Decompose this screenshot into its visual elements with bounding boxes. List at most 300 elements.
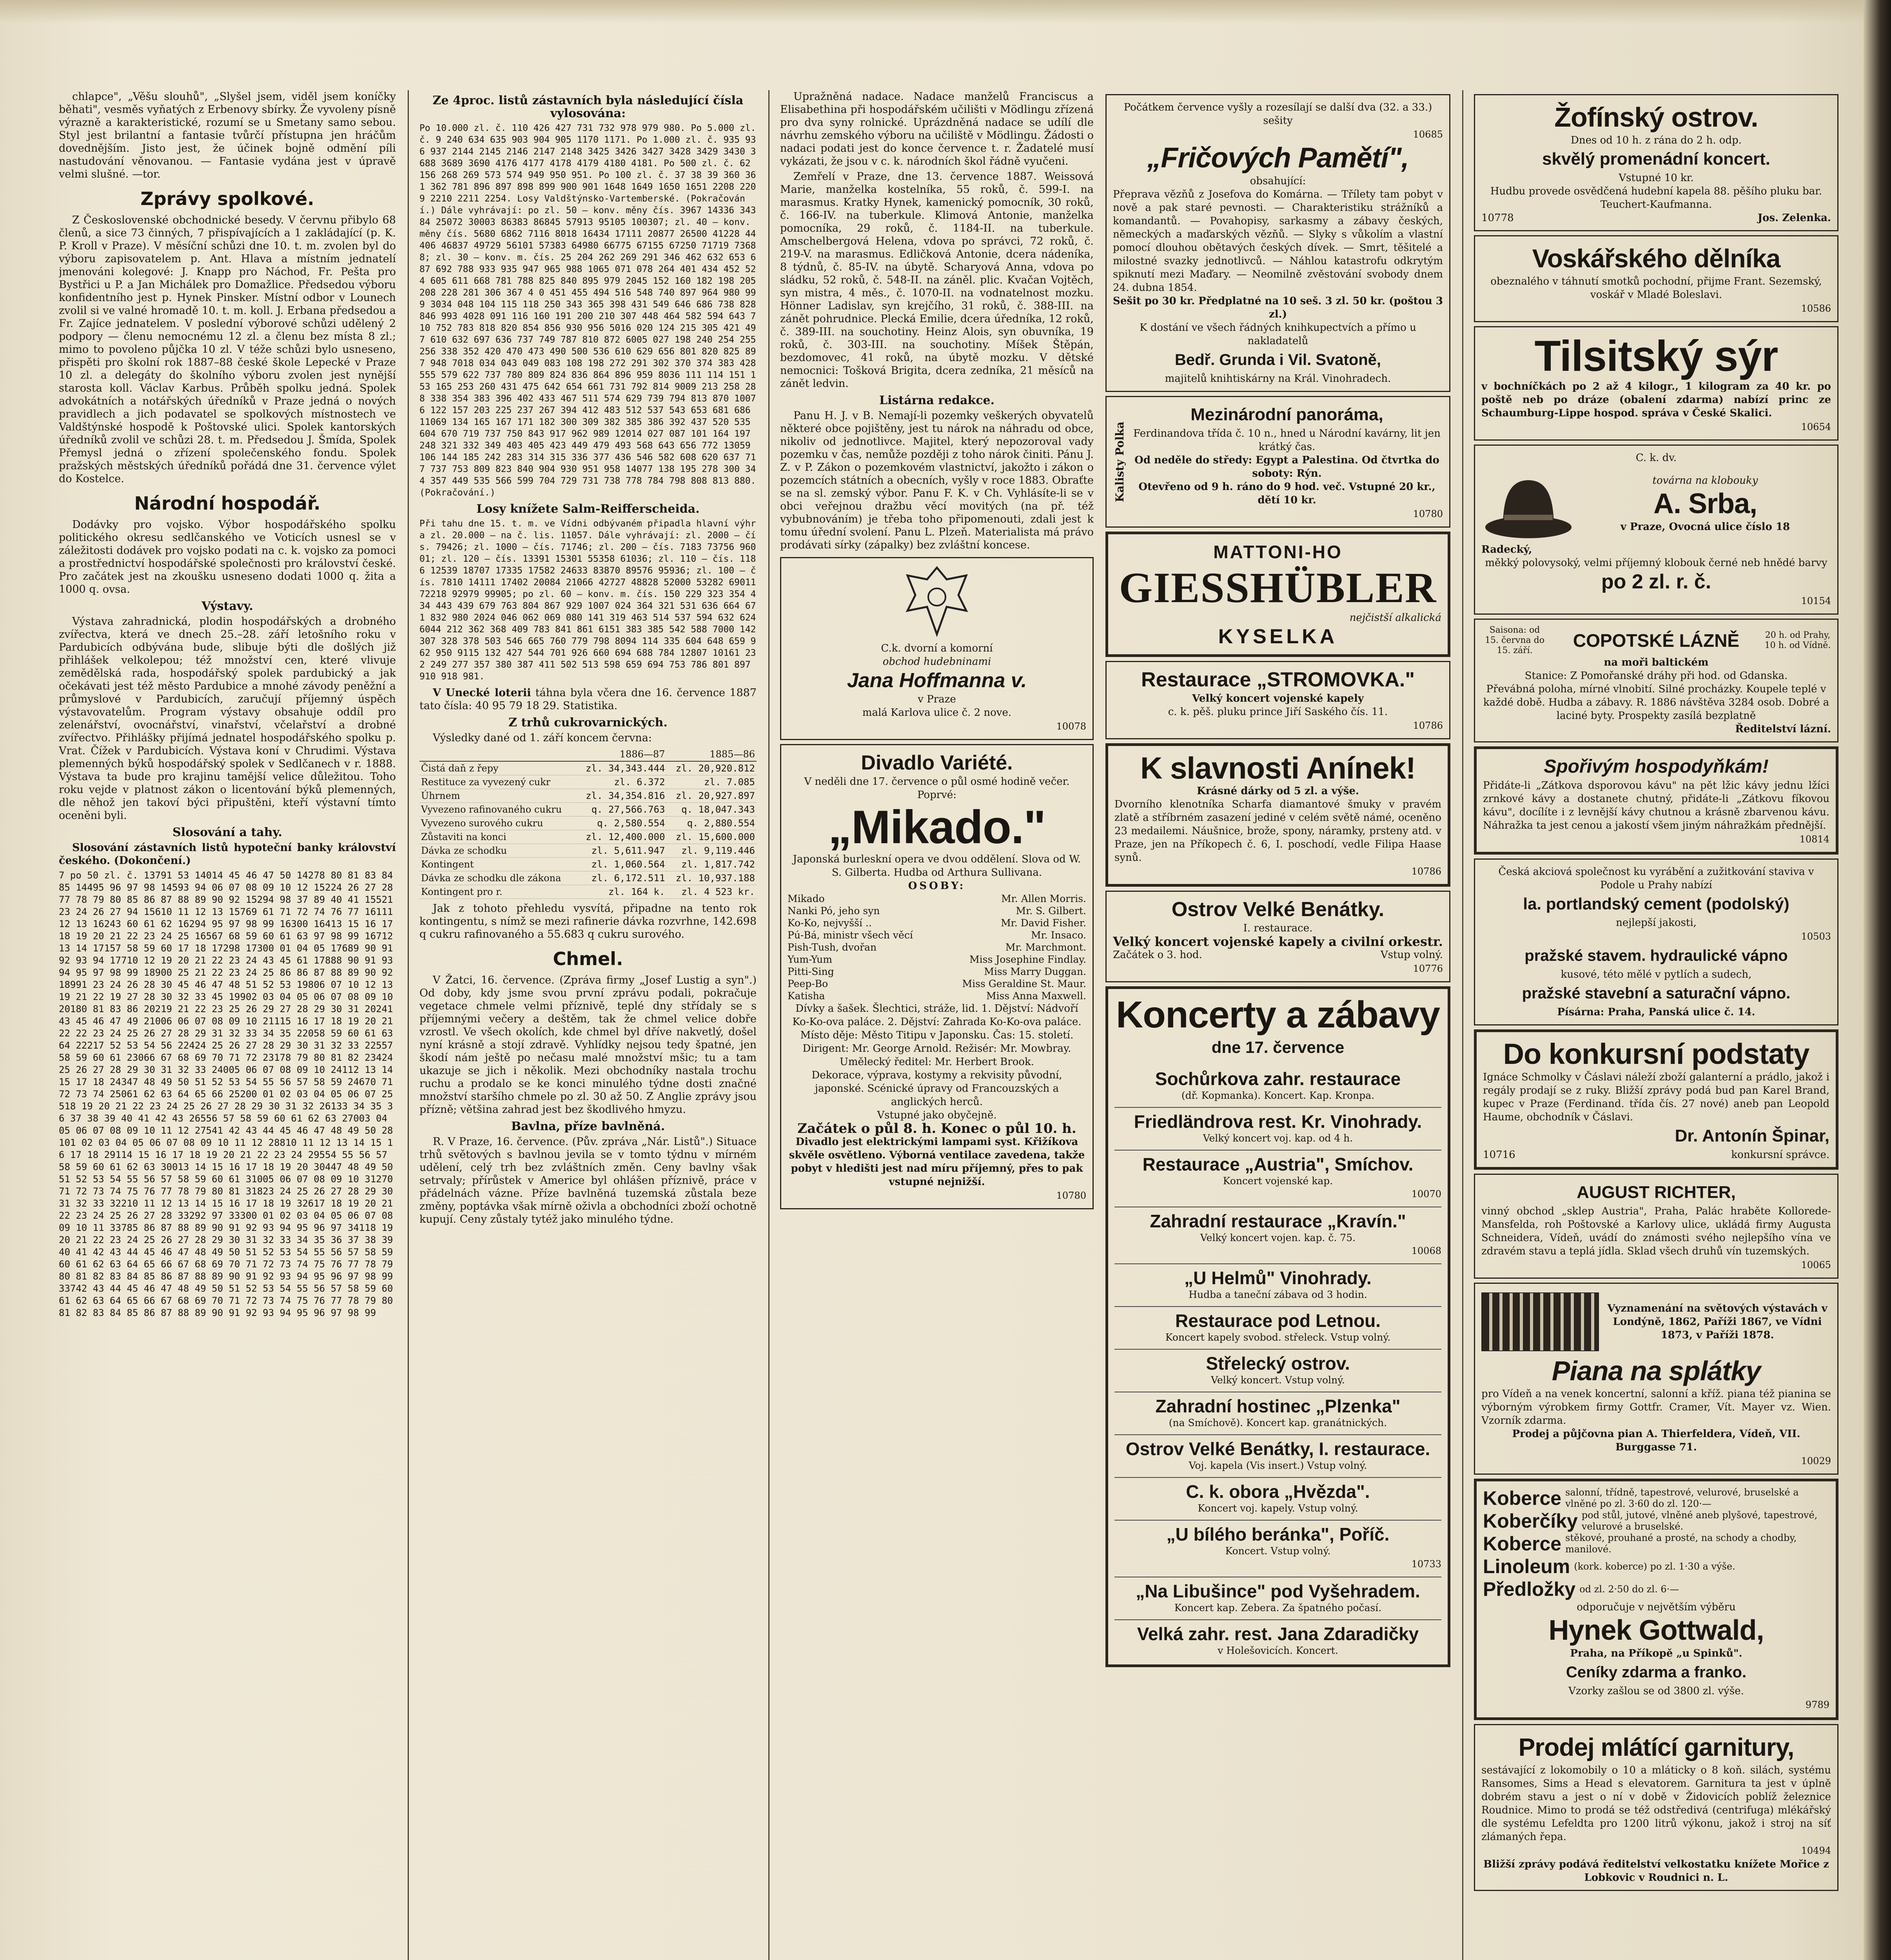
ad-code: 10716 [1483,1149,1515,1161]
sporivym-ad [1474,746,1838,855]
venue-name: „Na Libušince" pod Vyšehradem. [1114,1577,1441,1602]
article-chmel: V Žatci, 16. července. (Zpráva firmy „Josef Lustig a syn".) Od doby, kdy jsme svou první zprávu podali, pokračuje vegetace chmele velmi příznivě, teplé dny střídaly se s příjemnými večery a deštěm, tak že chmel velice dobře vzrostl. Ve všech okolích, kde chmel byl dříve nakvetlý, došel nyní krásně a stojí zdravě. Vyhlídky nejsou tedy špatné, jen škodí nám ještě po nečasu malé množství mšic; tu a tam ukazuje se jich i několik. Mezi obchodníky nastala trochu ruchu a prodalo se ke konci minulého týdne dosti značné množství staršího chmele po zl. 30 až 50. Z Anglie zprávy jsou přízně; většina zahrad jest bez škodlivého hmyzu. [419,974,757,1116]
koncerty-date: dne 17. července [1211,1038,1345,1056]
cast-actor: Mr. David Fisher. [1001,917,1086,929]
page-top-edge [0,0,1891,24]
table-cell: zl. 12,400.000 [577,830,667,844]
table-cell: zl. 7.085 [666,775,757,789]
table-cell: q. 2,580.554 [577,817,667,830]
mattoni-brand: GIESSHÜBLER [1119,564,1437,612]
anninek-sub: Krásné dárky od 5 zl. a výše. [1197,785,1359,797]
mattoni-ad [1105,532,1450,657]
table-row [419,775,757,789]
ad-code: 10776 [1413,963,1443,974]
ad-code: 10685 [1413,129,1443,140]
table-cell: zl. 34,343.444 [577,761,667,775]
garnitura-title: Prodej mlátící garnitury, [1518,1733,1794,1761]
lazne-left: Saisona: od 15. června do 15. září. [1485,625,1544,655]
zofin-footer [1481,211,1831,225]
cast-role: Pish-Tush, dvořan [788,942,877,953]
benatky-footer [1113,948,1443,962]
venue-note: (na Smíchově). Koncert kap. granátnických. [1169,1417,1387,1428]
piana-foot: Prodej a půjčovna pian A. Thierfeldera, Vídeň, VII. Burggasse 71. [1512,1428,1800,1453]
cast-role: Yum-Yum [788,954,832,965]
garnitura-ad [1474,1724,1838,1891]
mikado-foot: Divadlo jest elektrickými lampami syst. Křižíkova skvěle osvětleno. Výborná ventilace zavedena, takže pobyt v hledišti jest nad míru příjemný, přes to pak vstupné nejnižší. [789,1136,1085,1188]
piana-header [1481,1289,1831,1354]
article-nadace: Upražněná nadace. Nadace manželů Franciscus a Elisabethina při hospodářském učilišti v Mödlingu zřízená pro dva syny rolnické. Uprázdněná nadace se udílí dle návrhu zemského výboru na učiliště v Mödlingu. Žádosti o nadaci podati jest do konce července t. r. Žadatelé musí vykázati, že jsou v c. k. národních škol řádně vyučeni. [780,91,1094,167]
table-cell: Dávka ze schodku dle zákona [419,871,577,885]
lazne-right: 20 h. od Prahy, 10 h. od Vídně. [1764,630,1831,650]
srba-addr: v Praze, Ovocná ulice číslo 18 [1620,521,1790,533]
lottery-list-2: Při tahu dne 15. t. m. ve Vídni odbývaném připadla hlavní výhra zl. 20.000 — na č. lis. 11057. Dále vyhrávají: zl. 2000 — čís. 79426; zl. 1000 — čís. 71746; zl. 200 — čís. 7183 73756 96001; zl. 120 — čís. 13391 15301 55358 61036; zl. 110 — čís. 1186 12539 18707 17335 17582 24633 83870 89576 95936; zl. 100 — čís. 7810 14111 17402 20084 21066 42727 48828 52000 53282 69011 72218 92979 99905; po zl. 60 — konv. m. čís. 150 229 323 354 434 443 439 679 763 804 867 929 1007 024 364 321 531 636 664 671 832 980 2024 046 062 069 080 141 319 463 514 537 594 632 624 6044 212 362 368 409 783 841 861 6151 383 385 542 588 7000 142 307 328 378 503 546 665 760 779 798 8094 114 335 604 648 659 962 950 9115 132 427 544 701 926 660 694 688 784 12807 10161 232 249 277 357 380 387 411 502 513 598 659 694 753 786 801 897 910 918 981. [419,519,756,682]
mattoni-small: nejčistší alkalická [1349,612,1441,624]
column-5 [1474,90,1838,1960]
column-3 [780,90,1094,1960]
lazne-header [1481,625,1831,656]
srba-name: A. Srba, [1653,488,1757,519]
venue-name: „U bílého beránka", Poříč. [1114,1520,1441,1545]
cast-actor: Miss Marry Duggan. [984,966,1086,977]
cement-line4: pražské stavební a saturační vápno. [1522,985,1791,1002]
lottery-head-3-title: V Unecké loterii [433,687,531,699]
konkurs-sign: Dr. Antonín Špinar, [1675,1126,1829,1145]
piana-ad [1474,1283,1838,1475]
lazne-station: Stanice: Z Pomořanské dráhy při hod. od Gdanska. [1524,670,1788,682]
table-cell: Vyvezeno surového cukru [419,817,577,830]
carpet-kind: Předložky [1483,1578,1576,1600]
page-binding-edge [1864,0,1891,1960]
zofin-line3: Vstupné 10 kr. [1619,172,1694,184]
voskar-ad [1474,235,1838,322]
carpet-desc: stěkové, prouhané a prosté, na schody a chodby, manilové. [1565,1532,1797,1555]
mikado-genre: Japonská burleskní opera ve dvou oddělení. Slova od W. S. Gilberta. Hudba od Arthura Sullivana. [793,853,1081,878]
fric-avail: K dostání ve všech řádných knihkupectvích a přímo u nakladatelů [1140,322,1416,347]
srba-top: C. k. dv. [1635,452,1677,464]
ad-code: 10494 [1801,1845,1831,1856]
tilsit-ad [1474,326,1838,441]
cast-role: Katisha [788,990,825,1002]
mattoni-sub: KYSELKA [1218,625,1338,648]
venue-name: Sochůrkova zahr. restaurace [1155,1069,1401,1089]
cement-ad [1474,858,1838,1025]
ad-code: 10814 [1799,834,1829,845]
section-title-slosovani: Slosování a tahy. [172,826,282,839]
benatky-entry: Vstup volný. [1380,949,1443,961]
article-hospodar: Dodávky pro vojsko. Výbor hospodářského spolku politického okresu sedlčanského ve Voticích usnesl se v záležitosti dodávek pro vojsko podati na c. k. vojsko za pomoci a prostřednictví hospodářské společnosti pro království české. Pro začátek jest na zkoušku usneseno dodati 1000 q. žita a 1000 q. ovsa. [59,519,396,595]
article-bavlna: R. V Praze, 16. července. (Pův. zpráva „Nár. Listů".) Situace trhů světových s bavlnou jevila se v tomto týdnu v mírném udělení, celý trh bez zvláštních změn. Ceny bavlny však setrvaly; přírůstek v Americe byl ohlášen příznivě, práce v přádelnách vázne. Příze bavlněná tuzemská zůstala beze změny, poptávka však mírně oživla a obchodníci zboží ochotně kupují. Ceny zůstaly tytéž jako minulého týdne. [419,1136,757,1225]
sugar-stats-table [419,748,757,899]
table-row [419,789,757,803]
table-row [419,871,757,885]
panorama-ad [1105,396,1450,528]
ad-code: 9789 [1805,1699,1829,1710]
cement-big: la. portlandský cement (podolský) [1523,895,1789,913]
lottery-text-3: táhna byla včera dne 16. července 1887 tato čísla: 40 95 79 18 29. Statistika. [419,687,757,712]
cast-actor: Mr. Insaco. [1031,929,1086,941]
article-vystavy: Výstava zahradnická, plodin hospodářských a drobného zvířectva, která ve dnech 25.–28. září letošního roku v Pardubicích odbývána bude, slibuje býti dle došlých již přihlášek velkolepou; též množství cen, které vlivuje zemědělská rada, hospodářský spolek pardubický a jak očekávati jest též město Pardubice a mnohé závody peněžní a průmyslové v Pardubicích, zaručují příjemný úspěch výstavovatelům. Program výstavy obsahuje oddíl pro zelenářství, ovocnářství, vinařství, včelařství a drobné zvířectvo. Přihlášky přijímá jednatel hospodářského spolku p. Vrat. Čížek v Pardubicích. Výstava koní v Chrudimi. Výstava plemenných býků hospodářský spolek v Sedlčanech v r. 1888. Výstava ta bude pro krajinu tamější velice důležitou. Toho roku vejde v platnost zákon o licentování býků plemenných, dle něhož jen takoví býci připuštěni, kteří výstavní tímto oceněni byli. [59,615,396,822]
gottwald-addr: Praha, na Příkopě „u Spinků". [1570,1648,1742,1659]
ad-code: 10654 [1801,421,1831,432]
venue-name: Zahradní restaurace „Kravín." [1114,1207,1441,1232]
lottery-numbers: 7 po 50 zl. č. 13791 53 14014 45 46 47 50 14278 80 81 83 84 85 14495 96 97 98 14593 94 06 07 08 09 10 12 15224 26 27 28 77 78 79 80 85 86 87 88 89 90 92 15294 98 37 89 40 41 15521 23 24 26 27 94 15610 11 12 13 15769 61 71 72 74 76 77 16111 12 13 16243 60 61 62 16294 95 97 98 99 16300 16413 15 16 17 18 19 20 21 22 23 24 25 16567 68 59 60 61 63 97 98 99 16712 13 14 17157 58 59 60 17 18 17298 17300 01 04 05 17689 90 91 92 93 94 17710 12 19 20 21 22 23 24 43 45 61 17888 90 91 93 94 95 97 98 99 18900 25 21 22 23 24 25 86 86 87 88 89 90 92 18991 23 24 26 28 30 45 46 47 48 51 52 53 19806 07 10 12 13 19 21 22 19 27 28 30 32 33 45 19902 03 04 05 06 07 08 09 10 20180 81 83 86 20219 21 22 23 25 26 29 27 28 29 30 31 20241 43 45 46 47 49 21006 06 07 08 09 10 21115 16 17 18 19 20 21 22 22 23 24 25 26 27 28 29 31 32 33 34 35 22058 59 60 61 63 64 22217 52 53 54 56 22424 25 26 27 28 29 30 31 32 33 22557 58 59 60 61 23066 67 68 69 70 71 72 23178 79 80 81 82 23424 25 26 27 28 29 30 31 32 33 24005 06 07 08 09 10 24112 13 14 15 17 18 24347 48 49 50 51 52 53 54 55 56 57 58 59 24670 71 72 73 74 25061 62 63 64 65 66 25200 01 02 03 04 05 06 07 25518 19 20 21 22 23 24 25 26 27 28 29 30 31 32 26133 34 35 36 37 38 39 40 41 42 43 26556 57 58 59 60 61 62 63 27003 04 05 06 07 08 09 10 11 12 27541 42 43 44 45 46 47 48 49 50 28101 02 03 04 05 06 07 08 09 10 11 12 28810 11 12 13 14 15 16 17 18 29114 15 16 17 18 19 20 21 22 23 24 29554 55 56 57 58 59 60 61 62 63 30013 14 15 16 17 18 19 20 30447 48 49 50 51 52 53 54 55 56 57 58 59 60 61 31005 06 07 08 09 10 31270 71 72 73 74 75 76 77 78 79 80 81 31823 24 25 26 27 28 29 30 31 32 33 32210 11 12 13 14 15 16 17 18 19 32617 18 19 20 21 22 23 24 25 26 27 28 33292 97 33300 01 02 03 04 05 06 07 08 09 10 11 33785 86 87 88 89 90 91 92 93 94 95 96 97 34118 19 20 21 22 23 24 25 26 27 28 29 30 31 32 33 34 35 36 37 38 39 40 41 42 43 44 45 46 47 48 49 50 51 52 53 54 55 56 57 58 59 60 61 62 63 64 65 66 67 68 69 70 71 72 73 74 75 76 77 78 79 80 81 82 83 84 85 86 87 88 89 90 91 92 93 94 95 96 97 98 99 33742 43 44 45 46 47 48 49 50 51 52 53 54 55 56 57 58 59 60 61 62 63 64 65 66 67 68 69 70 71 72 73 74 75 76 77 78 79 80 81 82 83 84 85 86 87 88 89 90 91 92 93 94 95 96 97 98 99 [59,870,393,1318]
table-row [419,803,757,817]
mikado-theatre: Divadlo Variété. [861,751,1013,774]
lazne-sub: na moři baltickém [1604,657,1709,668]
carpet-row [1483,1555,1829,1578]
table-cell: zl. 6,172.511 [577,871,667,885]
venue-note: Koncert kapely svobod. střeleck. Vstup volný. [1165,1332,1391,1343]
column-1 [59,90,396,1960]
cast-actor: Miss Josephine Findlay. [969,954,1086,965]
carpet-desc: (kork. koberce) po zl. 1·30 a výše. [1574,1561,1735,1572]
richter-title: AUGUST RICHTER, [1577,1183,1736,1202]
hoffmann-name: Jana Hoffmanna v. [847,669,1027,692]
panorama-addr: Ferdinandova třída č. 10 n., hned u Národní kavárny, lit jen krátký čas. [1133,428,1441,453]
benatky-ad [1105,891,1450,982]
srba-ad [1474,445,1838,615]
mikado-intro: V neděli dne 17. července o půl osmé hodině večer. [804,776,1070,788]
table-cell: Úhrnem [419,789,577,803]
lazne-title: COPOTSKÉ LÁZNĚ [1573,630,1740,651]
venue-note: Koncert. Vstup volný. [1225,1545,1331,1557]
cement-line2: pražské stavem. hydraulické vápno [1524,947,1788,964]
konkurs-sign-sub: konkursní správce. [1731,1149,1829,1161]
cast-actor: Mr. S. Gilbert. [1016,905,1086,916]
carpet-desc: pod stůl, jutové, vlněné aneb plyšové, tapestrové, velurové a bruselské. [1581,1510,1818,1532]
table-cell: q. 27,566.763 [577,803,667,817]
table-cell: zl. 34,354.816 [577,789,667,803]
table-row [419,830,757,844]
hoffmann-ad [780,557,1094,740]
mikado-acts: Dívky a šašek. Šlechtici, stráže, lid. 1. Dějství: Nádvoří Ko-Ko-ova paláce. 2. Dějství: Zahrada Ko-Ko-ova paláce. Místo děje: Město Titipu v Japonsku. Čas: 15. století. Dirigent: Mr. George Arnold. Režisér: Mr. Mowbray. [792,1003,1082,1054]
carpet-kind: Linoleum [1483,1555,1570,1577]
voskar-body: obeznalého v táhnutí smotků pochodní, přijme Frant. Sezemský, voskář v Mladé Boleslavi. [1490,276,1822,301]
venue-name: „U Helmů" Vinohrady. [1114,1263,1441,1289]
table-row [419,817,757,830]
article-slosovani-head: Slosování zástavních listů hypoteční banky království českého. (Dokončení.) [59,842,396,867]
lottery-head-2: Losy knížete Salm-Reifferscheida. [476,502,700,516]
section-title-spolkove: Zprávy spolkové. [140,188,314,209]
article-spolkove: Z Československé obchodnické besedy. V červnu přibylo 68 členů, a sice 73 činných, 7 přispívajících a 1 zakládající (p. K. P. Kroll v Praze). V měsíční schůzi dne 10. t. m. zvolen byl do výboru zapisovatelem p. Ant. Hlava a místním jednatelí jmenováni kolegové: J. Knapp pro Náchod, Fr. Pešta pro Bystřici u P. a Jan Michálek pro Domažlice. Předsedou výboru konfidentního jest p. Hynek Pinsker. Místní odbor v Lounech zvolil si ve valné hromadě 10. t. m. koll. J. Erbana předsedou a Fr. Zajíce jednatelem. V poslední výborové schůzi udělený 2 podpory — členu nemocnému 12 zl. a členu bez místa 8 zl.; mimo to povoleno půjčka 10 zl. V téže schůzi bylo usneseno, přispěti pro školní rok 1887–88 české škole Lepecké v Praze 10 zl. a delegáty do školního výboru zvolen jest nynější starosta koll. Václav Karbus. Průběh spolku jedná. Spolek advokátních a notářských úředníků v Praze jedná o nových pravidlech a jich podavatel se spolkových místnostech ve Valdštýnské hospodě k Poštovské ulici. Spolek kantorských úředníků zvolil ve schůzi 28. t. m. Předsedou J. Šmída, Spolek Přemysl jedná o zřízení společenského fondu. Spolek pražských městských úředníků pořádá dne 31. července výlet do Kostelce. [59,214,396,485]
cast-row [788,990,1086,1002]
mikado-seats: Vstupné jako obyčejně. [877,1109,997,1121]
zofin-title: Žofínský ostrov. [1554,102,1758,132]
tilsit-title: Tilsitský sýr [1534,332,1778,380]
stromovka-line2: c. k. pěš. pluku prince Jiří Saského čís. 11. [1168,706,1388,718]
panorama-hours: Otevřeno od 9 h. ráno do 9 hod. več. Vstupné 20 kr., dětí 10 kr. [1138,481,1435,506]
carpet-kind: Koberčíky [1483,1510,1578,1532]
table-cell: Kontingent pro r. [419,885,577,899]
column-2 [419,90,757,1960]
table-cell: zl. 6.372 [577,775,667,789]
hoffmann-line2: obchod hudebninami [882,656,991,668]
voskar-title: Voskářského dělníka [1532,244,1780,273]
benatky-line1: I. restaurace. [1243,922,1313,934]
table-cell: Čistá daň z řepy [419,761,577,775]
fric-title: „Fričových Pamětí", [1147,142,1409,174]
ad-code: 10733 [1411,1559,1441,1570]
panorama-title: Mezinárodní panoráma, [1190,405,1383,424]
panorama-side: Kalisty Polka [1113,421,1126,502]
garnitura-body: sestávající z lokomobily o 10 a mláticky o 8 koň. silách, systému Ransomes, Sims a Head s elevatorem. Garnitura ta jest v úplně dobrém stavu a jest o ní v době v Židovicích poblíž železnice Roudnice. Mimo to prodá se též odstředivá (centrifuga) mlékářský dle systému Lefeldta pro 1200 litrů výkonu, jakož i stroj na síť zlámaných řepa. [1481,1764,1831,1843]
lottery-head: Ze 4proc. listů zástavních byla následující čísla vylosována: [432,94,744,120]
lazne-sign: Ředitelství lázní. [1735,723,1831,735]
stromovka-title: Restaurace „STROMOVKA." [1141,668,1415,691]
ad-code: 10780 [1056,1190,1086,1201]
venue-note: Koncert vojenské kap. [1223,1175,1333,1187]
table-row [419,844,757,858]
venue-name: Střelecký ostrov. [1114,1349,1441,1374]
zofin-line2: skvělý promenádní koncert. [1542,149,1770,169]
cement-intro: Česká akciová společnost ku vyrábění a zužitkování staviva v Podole u Prahy nabízí [1498,866,1814,891]
ad-code: 10780 [1413,508,1443,519]
venue-note: Koncert voj. kapely. Vstup volný. [1198,1503,1358,1514]
zofin-sign: Jos. Zelenka. [1757,212,1831,224]
garnitura-foot: Bližší zprávy podává ředitelství velkostatku knížete Mořice z Lobkovic v Roudnici n. L. [1483,1858,1829,1884]
table-header-cell: 1886—87 [577,748,667,761]
konkurs-title: Do konkursní podstaty [1503,1038,1809,1070]
cast-row [788,941,1086,953]
stats-note: Jak z tohoto přehledu vysvítá, připadne na tento rok kontingentu, s nímž se mezi rafinerie dávka rozvrhne, 142.698 q cukru rafinovaného a 55.683 q cukru surového. [419,902,757,940]
carpet-desc: od zl. 2·50 do zl. 6·— [1579,1583,1679,1595]
piana-body: pro Vídeň a na venek koncertní, salonní a kříž. piana též pianina se výborným výrobkem firmy Gottfr. Cramer, Vít. Mayer vz. Wien. Vzorník zdarma. [1481,1388,1831,1426]
anninek-ad [1105,743,1450,887]
table-cell: Restituce za vyvezený cukr [419,775,577,789]
zofin-line1: Dnes od 10 h. z rána do 2 h. odp. [1570,134,1742,146]
tilsit-body: v bochníčkách po 2 až 4 kilogr., 1 kilogram za 40 kr. po poště neb po dráze (obalení zdarma) nabízí princ ze Schaumburg-Lippe hospod. správa v České Skalici. [1481,381,1831,419]
carpet-desc: salonní, třídně, tapestrové, velurové, bruselské a vlněné po zl. 3·60 do zl. 120·— [1565,1487,1799,1509]
panorama-show: Od neděle do středy: Egypt a Palestina. Od čtvrtka do soboty: Rýn. [1134,454,1439,479]
venue-name: Restaurace „Austria", Smíchov. [1114,1150,1441,1175]
table-header-row [419,748,757,761]
venue-note: v Holešovicích. Koncert. [1218,1645,1338,1656]
cast-role: Pú-Bá, ministr všech věcí [788,929,913,941]
lottery-head-3 [419,686,757,712]
venue-note: (dř. Kopmanka). Koncert. Kap. Kronpa. [1181,1090,1375,1101]
article-intro: chlapce", „Věšu slouhů", „Slyšel jsem, viděl jsem koníčky běhati", vesměs vyňatých z Erbenovy sbírky. Že vyvoleny písně výrazně a karakteristické, rozumí se u Smetany samo sebou. Styl jest brilantní a fantasie tvůrčí přístupna jen hráčům dovednějším. Jisto jest, že účinek bojně odmění píli nastudování věnovanou. — Fantasie vydána jest v úpravě velmi slušné. —tor. [59,91,396,180]
mikado-perf: Poprvé: [917,789,956,801]
table-cell: Vyvezeno rafinovaného cukru [419,803,577,817]
table-cell: zl. 15,600.000 [666,830,757,844]
fric-price: Sešit po 30 kr. Předplatné na 10 seš. 3 zl. 50 kr. (poštou 3 zl.) [1113,295,1443,320]
lazne-ad [1474,619,1838,742]
srba-line1: továrna na klobouky [1652,475,1758,486]
konkurs-ad [1474,1029,1838,1170]
benatky-title: Ostrov Velké Benátky. [1171,898,1385,921]
mikado-director: Umělecký ředitel: Mr. Herbert Brook. [839,1056,1034,1068]
ad-code: 10065 [1801,1259,1831,1270]
gottwald-ad [1474,1479,1838,1720]
hoffmann-addr: malá Karlova ulice č. 2 nove. [862,707,1012,719]
gottwald-cen: Ceníky zdarma a franko. [1566,1664,1747,1681]
stromovka-ad [1105,661,1450,739]
table-body [419,761,757,899]
fric-publisher: Bedř. Grunda i Vil. Svatoně, [1174,351,1381,368]
benatky-start: Začátek o 3. hod. [1113,949,1202,961]
section-title-listarna: Listárna redakce. [879,394,995,407]
srba-header [1481,465,1831,543]
piano-icon [1481,1292,1599,1351]
benatky-line2: Velký koncert vojenské kapely a civilní orkestr. [1113,934,1443,949]
fric-intro: Počátkem července vyšly a rozesílají se další dva (32. a 33.) sešity [1123,102,1432,127]
richter-body: vinný obchod „sklep Austria", Praha, Palác hraběte Kollorede-Mansfelda, roh Poštovské a Karlovy ulice, ukládá firmy Augusta Schneidera, Vídeň, uvádí do známosti svého nejlepšího vína ve zdravém stavu a teplá jídla. Sklad všech druhů vín tuzemských. [1481,1205,1831,1257]
stats-head: Z trhů cukrovarnických. [508,716,668,730]
fric-body: Přeprava vězňů z Josefova do Komárna. — Třílety tam pobyt v nově a pak staré pevnosti. — Charakteristiku strážníků a komandantů. — Povahopisy, sarkasmy a zábavy českých, německých a maďarských vězňů. — Slyky s vůkolím a vlastní pomocí dlouhou obětavých českých dívek. — Smrt, těšitelé a milostné svazky jednotlivců. — Náhlou katastrofu odkrytým spiknutí mezi Maďary. — Neomilně zvěstování svobody dnem 24. dubna 1854. [1113,189,1443,294]
table-cell: Kontingent [419,858,577,871]
venue-list [1114,1065,1441,1657]
cast-actor: Mr. Allen Morris. [1001,893,1086,904]
table-cell: zl. 9,119.446 [666,844,757,858]
srba-price: po 2 zl. r. č. [1601,570,1711,593]
table-cell: zl. 20,927.897 [666,789,757,803]
srba-body: měkký polovysoký, velmi příjemný klobouk černé neb hnědé barvy [1485,557,1827,569]
cast-row [788,893,1086,905]
cast-row [788,953,1086,965]
venue-note: Voj. kapela (Vis insert.) Vstup volný. [1189,1460,1367,1471]
section-title-hospodar: Národní hospodář. [134,493,321,514]
richter-ad [1474,1174,1838,1279]
anninek-body: Dvorního klenotníka Scharfa diamantové šmuky v pravém zlatě a stříbrném zasazení jediné v celém světě námé, oceněno 23 medailemi. Náušnice, brože, spony, náramky, prsteny atd. v Praze, jen na Příkopech č. 6, I. poschodí, vedle Filipa Haase synů. [1114,799,1441,864]
cast-actor: Mr. Marchmont. [1005,942,1086,953]
koncerty-title: Koncerty a zábavy [1116,994,1440,1036]
cast-row [788,929,1086,941]
venue-note: Velký koncert. Vstup volný. [1211,1374,1345,1386]
ad-code: 10029 [1801,1455,1831,1466]
cement-foot: Písárna: Praha, Panská ulice č. 14. [1557,1006,1755,1018]
hoffmann-city: v Praze [918,693,956,705]
sporivym-body: Přidáte-li „Zátkova dsporovou kávu" na pět lžic kávy jednu lžíci zrnkové kávy a dostanete chutný, přidáte-li „Zátkovu fíkovou kávu", docílíte i z levnější kávy chutnou a krásně zbarvenou kávu. Náhražka ta jest cenou a jakostí všem jiným náhražkám přednější. [1483,780,1829,831]
cast-role: Peep-Bo [788,978,828,989]
konkurs-body: Ignáce Schmolky v Čáslavi náleží zboží galanterní a prádlo, jakož i regály prodají se z ruky. Bližší zprávy podá bud pan Karel Brand, kupec v Praze (Ferdinand. třída čís. 27 nové) aneb pan Leopold Haume, obchodník v Čáslavi. [1483,1071,1829,1123]
ad-code: 10154 [1801,595,1831,606]
cement-sub: nejlepší jakosti, [1616,917,1697,929]
fric-memoirs-ad [1105,94,1450,392]
carpet-kind: Koberce [1483,1533,1562,1555]
cast-row [788,965,1086,978]
ad-code: 10503 [1801,931,1831,942]
venue-name: Ostrov Velké Benátky, I. restaurace. [1114,1434,1441,1459]
hat-icon [1481,465,1575,543]
cast-actor: Miss Geraldine St. Maur. [962,978,1086,989]
venue-name: C. k. obora „Hvězda". [1114,1477,1441,1502]
cast-row [788,917,1086,929]
cast-actor: Miss Anna Maxwell. [986,990,1086,1002]
anninek-title: K slavnosti Anínek! [1140,751,1416,785]
fric-pub-addr: majitelů knihtiskárny na Král. Vinohradech. [1165,373,1391,385]
column-3b [1105,90,1450,1960]
cement-line3: kusové, této mělé v pytlích a sudech, [1561,969,1752,980]
cast-role: Nanki Pó, jeho syn [788,905,880,916]
sporivym-title: Spořivým hospodyňkám! [1544,756,1769,777]
table-cell: zl. 20,920.812 [666,761,757,775]
table-cell: zl. 1,060.564 [577,858,667,871]
venue-name: Velká zahr. rest. Jana Zdaradičky [1114,1619,1441,1644]
stromovka-line1: Velký koncert vojenské kapely [1192,693,1364,704]
ad-code: 10586 [1801,303,1831,314]
table-cell: q. 18,047.343 [666,803,757,817]
column-rule [1462,90,1463,1960]
mattoni-top: MATTONI-HO [1213,542,1343,562]
venue-name: Friedländrova rest. Kr. Vinohrady. [1114,1107,1441,1132]
mikado-cast-list [788,893,1086,1002]
koncerty-ad [1105,986,1450,1667]
mikado-ad [780,744,1094,1209]
srba-side: Radecký, [1481,544,1532,555]
table-cell: Dávka ze schodku [419,844,577,858]
stats-intro: Výsledky dané od 1. září koncem června: [433,732,652,744]
carpet-row [1483,1532,1829,1555]
carpet-row [1483,1510,1829,1532]
table-header-cell [419,748,577,761]
table-cell: zl. 4 523 kr. [666,885,757,899]
cast-row [788,905,1086,917]
ad-code: 10068 [1411,1245,1441,1256]
ad-code: 10786 [1413,720,1443,731]
konkurs-footer [1483,1148,1829,1161]
cast-role: Pitti-Sing [788,966,834,977]
mikado-cast-title: OSOBY: [908,880,966,892]
venue-note: Hudba a taneční zábava od 3 hodin. [1189,1289,1367,1300]
table-cell: Zůstaviti na konci [419,830,577,844]
mikado-title: „Mikado." [828,801,1046,853]
ad-code: 10786 [1411,866,1441,877]
venue-note: Velký koncert voj. kap. od 4 h. [1203,1132,1353,1144]
mikado-deco: Dekorace, výprava, kostymy a rekvisity původní, japonské. Scénické úpravy od Francouzských a anglických herců. [811,1069,1062,1108]
zofin-line4: Hudbu provede osvědčená hudební kapela 88. pěšího pluku bar. Teuchert-Kaufmanna. [1490,185,1822,211]
cast-role: Ko-Ko, nejvyšší .. [788,917,872,929]
venue-name: Zahradní hostinec „Plzenka" [1114,1392,1441,1417]
gottwald-intro: odporučuje v největším výběru [1577,1601,1736,1613]
cast-role: Mikado [788,893,825,904]
section-title-bavlna: Bavlna, příze bavlněná. [511,1120,665,1133]
table-cell: zl. 1,817.742 [666,858,757,871]
article-listarna: Panu H. J. v B. Nemají-li pozemky veškerých obyvatelů některé obce pojištěny, jest tu nárok na náhradu od obce, nikoliv od jednotlivce. Majitel, který nepozoroval vady pozemku v čas, nemůže později z toho nárok činiti. Pánu J. Z. v P. Zákon o pozemkovém vlastnictví, jakožto i zákon o pozemcích státních a obecních, vyšly v roce 1883. Obraťte se na sl. zemský výbor. Panu F. K. v Ch. Vyhlásíte-li se v obci veřejnou dražbu věcí movitých (na př. též vybubnováním) je třeba toho připomenouti, zdali jest k tomu úřední svolení. Panu L. Plzeň. Materialista má právo prodávati sírky (zápalky) bez zvláštní koncese. [780,410,1094,551]
column-rule [408,90,409,1960]
venue-name: Restaurace pod Letnou. [1114,1306,1441,1331]
hoffmann-line1: C.k. dvorní a komorní [881,642,993,654]
gottwald-foot: Vzorky zašlou se od 3800 zl. výše. [1568,1685,1744,1697]
piana-medal: Vyznamenání na světových výstavách v Londýně, 1862, Paříži 1867, ve Vídni 1873, v Paříži 1878. [1607,1303,1827,1341]
ad-code: 10778 [1481,212,1514,224]
table-row [419,885,757,899]
lottery-list-1: Po 10.000 zl. č. 110 426 427 731 732 978 979 980. Po 5.000 zl. č. 9 240 634 635 903 904 905 1170 1171. Po 1.000 zl. č. 935 936 937 2144 2145 2146 2147 2148 3425 3426 3427 3428 3429 3430 3688 3689 3690 4176 4177 4178 4179 4180 4181. Po 500 zl. č. 62 156 268 269 573 574 949 950 951. Po 100 zl. č. 37 38 39 360 361 362 781 896 897 898 899 900 901 1648 1649 1650 1651 2208 2209 2210 2211 2254. Losy Valdštýnsko-Vartemberské. (Pokračování.) Dále vyhrávají: po zl. 50 — konv. měny čís. 3967 14336 34384 25072 30003 86383 86845 57913 95105 100307; zl. 40 — konv. měny čís. 5680 6862 7116 8018 16434 17111 20877 26500 41228 44406 46837 49729 56101 57383 64980 66775 67155 67250 71719 73688; zl. 30 — konv. m. čís. 25 204 262 269 291 346 462 632 653 687 692 788 933 935 947 965 988 1065 071 078 264 401 434 452 524 605 611 668 781 788 825 840 895 979 2045 152 160 182 198 205 208 228 281 306 367 4 0 451 455 494 516 548 740 897 964 980 999 3034 048 104 115 118 250 343 365 398 431 549 646 686 738 828 846 993 4028 091 116 160 191 200 210 307 448 464 582 594 643 710 752 783 818 820 854 856 930 956 5016 020 124 215 305 421 497 610 632 697 636 737 749 787 810 872 6005 027 198 240 254 255 256 338 352 420 470 473 490 500 536 610 629 656 801 820 825 897 948 7018 034 043 049 083 108 198 272 291 302 370 374 383 428 555 579 622 737 780 809 824 836 864 896 959 8036 111 114 151 153 165 253 260 431 475 642 654 661 731 792 814 9009 213 258 288 338 354 383 396 402 433 467 511 574 629 739 794 813 870 10076 122 157 203 225 237 267 394 412 483 512 537 543 653 681 686 11069 134 165 167 171 182 300 309 382 385 386 392 437 520 535 604 670 719 737 750 843 917 962 989 12014 027 087 101 164 197 248 321 332 349 403 405 423 449 479 493 568 643 656 772 13059 106 144 185 242 283 314 315 336 377 436 546 582 608 620 637 717 737 753 809 823 840 904 930 951 958 14077 138 195 278 300 344 357 449 535 566 599 704 729 731 738 778 784 798 808 813 880. (Pokračování.) [419,123,756,498]
venue-note: Koncert kap. Zebera. Za špatného počasí. [1174,1602,1382,1613]
table-cell: zl. 5,611.947 [577,844,667,858]
table-cell: zl. 10,937.188 [666,871,757,885]
table-cell: zl. 164 k. [577,885,667,899]
ad-code: 10070 [1411,1189,1441,1200]
table-header-cell: 1885—86 [666,748,757,761]
table-row [419,761,757,775]
piana-title: Piana na splátky [1552,1356,1761,1386]
gottwald-rows [1483,1487,1829,1601]
carpet-kind: Koberce [1483,1487,1562,1509]
imperial-eagle-crest-icon [904,564,970,638]
article-zemreli: Zemřelí v Praze, dne 13. července 1887. Weissová Marie, manželka kostelníka, 55 roků, č. 599-I. na marasmus. Kratky Hynek, kamenický pomocník, 30 roků, č. 166-IV. na tuberkule. Klimová Antonie, manželka pomocníka, 29 roků, č. 1184-II. na tuberkule. Amschelbergová Helena, vdova po správci, 72 roků, č. 219-V. na marasmus. Edličková Antonie, dcera nádeníka, 8 týdnů, č. 85-IV. na úbytě. Scharyová Anna, vdova po sládku, 52 roků, č. 548-II. na záněl. plic. Kvačan Vojtěch, syn mistra, 4 měs., č. 1070-II. na vodnatelnost mozku. Hönner Ladislav, syn krejčího, 31 roků, č. 388-III. na zánět pohrudnice. Plecká Emilie, dcera úředníka, 12 roků, č. 389-III. na souchotiny. Heinz Alois, syn obuvníka, 19 roků, č. 303-III. na souchotiny. Míšek Štěpán, bezdomovec, 41 roků, na úbytě mozku. V dětské nemocnici: Tošková Brigita, dcera zedníka, 21 měsíců na zánět ledvin. [780,171,1094,390]
gottwald-name: Hynek Gottwald, [1548,1615,1764,1646]
carpet-row [1483,1487,1829,1510]
lazne-body: Převábná poloha, mírné vlnobití. Silné procházky. Koupele teplé v každé době. Hudba a zábavy. R. 1886 návštěva 3284 osob. Dobré a laciné byty. Prospekty zasílá bezplatně [1483,683,1829,722]
table-cell: q. 2,880.554 [666,817,757,830]
venue-note: Velký koncert vojen. kap. č. 75. [1200,1232,1356,1243]
section-title-chmel: Chmel. [553,948,623,969]
zofin-ad [1474,94,1838,231]
ad-code: 10078 [1056,721,1086,732]
table-row [419,858,757,871]
section-title-vystavy: Výstavy. [201,599,253,613]
fric-sub: obsahující: [1250,175,1306,187]
